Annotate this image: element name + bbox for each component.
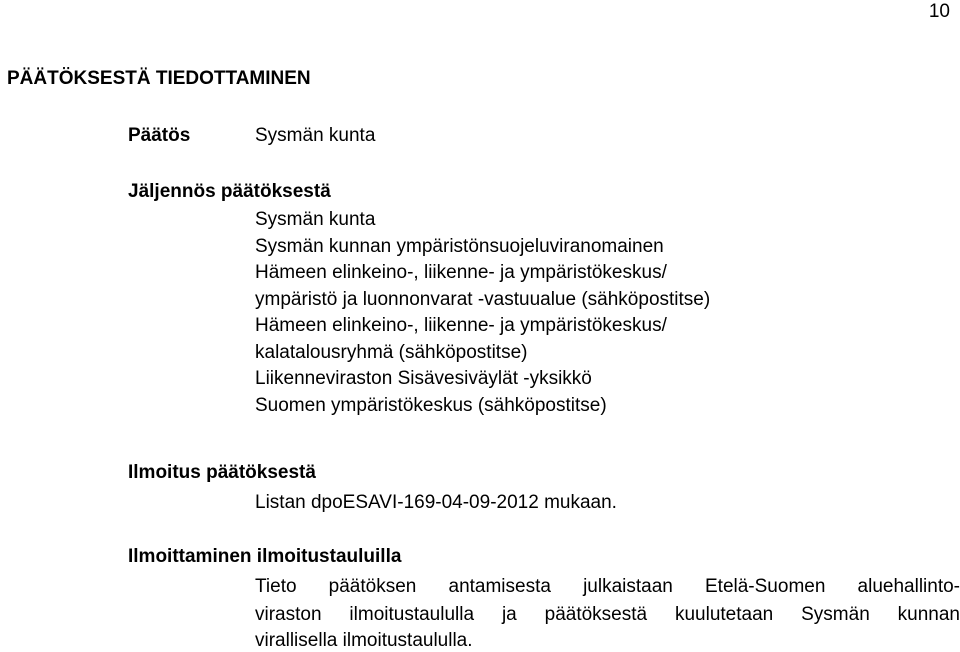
list-item: Hämeen elinkeino-, liikenne- ja ympäristökeskus/	[255, 315, 667, 336]
paragraph-line: viraston ilmoitustaululla ja päätöksestä kuulutetaan Sysmän kunnan	[255, 604, 960, 625]
page-title: PÄÄTÖKSESTÄ TIEDOTTAMINEN	[7, 68, 311, 89]
notice-value: Listan dpoESAVI-169-04-09-2012 mukaan.	[255, 492, 617, 513]
list-item: Hämeen elinkeino-, liikenne- ja ympäristökeskus/	[255, 262, 667, 283]
paragraph-line: virallisella ilmoitustaululla.	[255, 630, 473, 651]
decision-label: Päätös	[128, 125, 191, 146]
recipient-list	[255, 207, 710, 419]
decision-value: Sysmän kunta	[255, 125, 376, 146]
paragraph-line: Tieto päätöksen antamisesta julkaistaan Etelä-Suomen aluehallinto-	[255, 576, 960, 597]
list-item: Liikenneviraston Sisävesiväylät -yksikkö	[255, 368, 592, 389]
page-number: 10	[928, 1, 950, 22]
board-label: Ilmoittaminen ilmoitustauluilla	[128, 546, 402, 567]
copy-label: Jäljennös päätöksestä	[128, 181, 331, 202]
list-item: Suomen ympäristökeskus (sähköpostitse)	[255, 394, 607, 416]
list-item: Sysmän kunnan ympäristönsuojeluviranomainen	[255, 235, 664, 257]
notice-label: Ilmoitus päätöksestä	[128, 462, 316, 483]
list-item: ympäristö ja luonnonvarat -vastuualue (sähköpostitse)	[255, 288, 711, 310]
list-item: Sysmän kunta	[255, 209, 376, 230]
list-item: kalatalousryhmä (sähköpostitse)	[255, 341, 528, 363]
